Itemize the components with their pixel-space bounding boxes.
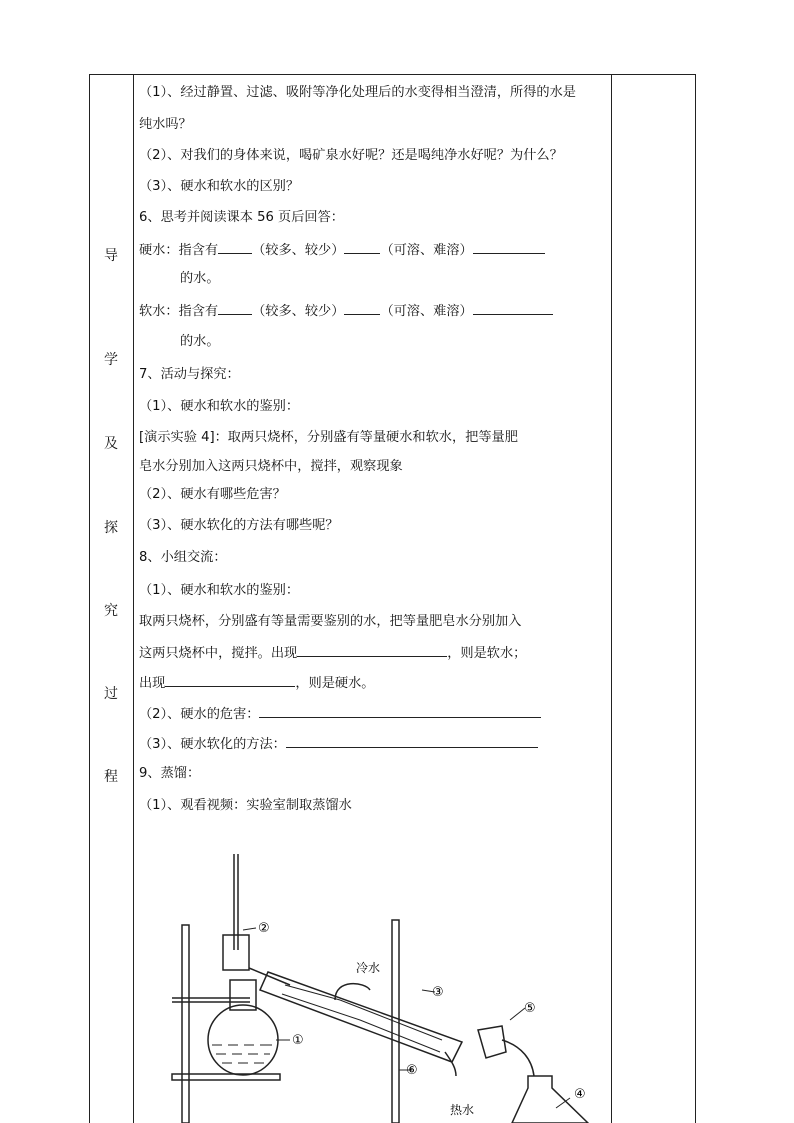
sidebar-char: 及 [104,436,118,452]
group-1-text: 取两只烧杯，分别盛有等量需要鉴别的水，把等量肥皂水分别加入 [139,614,522,629]
question-2: （2）、对我们的身体来说，喝矿泉水好呢？还是喝纯净水好呢？为什么？ [139,148,563,163]
distillation-apparatus-figure [160,850,600,1123]
activity-3: （3）、硬水软化的方法有哪些呢？ [139,518,339,533]
result-text-3: 出现 [139,676,166,691]
sidebar-char: 过 [104,686,118,702]
label-receiver: ④ [574,1087,586,1102]
soft-water-label: 软水：指含有 [139,304,219,319]
activity-1: （1）、硬水和软水的鉴别： [139,399,300,414]
label-adapter: ⑤ [524,1001,536,1016]
answer-blank[interactable] [165,674,295,687]
sidebar-char: 导 [104,248,118,264]
soft-water-choice-1: （较多、较少） [252,304,345,319]
answer-blank[interactable] [259,705,541,718]
table-left-border [89,74,90,1123]
answer-blank[interactable] [344,302,380,315]
question-1-line-2: 纯水吗？ [139,117,192,132]
answer-blank[interactable] [218,241,252,254]
result-text-1: 这两只烧杯中，搅拌。出现 [139,646,298,661]
sidebar-char: 学 [104,352,118,368]
hard-water-definition [139,241,545,260]
demo-experiment-line-1: [演示实验 4]：取两只烧杯，分别盛有等量硬水和软水，把等量肥 [139,430,518,445]
group-1: （1）、硬水和软水的鉴别： [139,583,300,598]
hard-water-suffix: 的水。 [180,271,220,286]
answer-blank[interactable] [297,644,447,657]
activity-2: （2）、硬水有哪些危害？ [139,487,286,502]
hot-water-outlet [445,1052,456,1076]
hard-water-choice-2: （可溶、难溶） [380,243,473,258]
flask-stopper [223,935,249,970]
section-9-heading: 9、蒸馏： [139,766,201,781]
demo-experiment-line-2: 皂水分别加入这两只烧杯中，搅拌，观察现象 [139,459,403,474]
result-text-2: ，则是软水； [447,646,527,661]
soft-water-choice-2: （可溶、难溶） [380,304,473,319]
table-right-border [695,74,696,1123]
adapter-tail [502,1040,534,1076]
question-3: （3）、硬水和软水的区别？ [139,179,300,194]
label-thermometer: ② [258,921,270,936]
hazard-line [139,705,541,724]
label-hot-water: 热水 [450,1103,475,1117]
soft-water-definition [139,302,553,321]
label-flask: ① [292,1033,304,1048]
table-top-border [89,74,696,75]
distillation-video: （1）、观看视频：实验室制取蒸馏水 [139,798,352,813]
sidebar-char: 探 [104,520,118,536]
result-text-4: ，则是硬水。 [295,676,375,691]
answer-blank[interactable] [286,735,538,748]
sidebar-char: 究 [104,603,118,619]
hard-water-label: 硬水：指含有 [139,243,219,258]
section-6-heading: 6、思考并阅读课本 56 页后回答： [139,210,344,225]
softening-line [139,735,538,754]
answer-blank[interactable] [218,302,252,315]
answer-blank[interactable] [473,241,545,254]
sidebar-char: 程 [104,769,118,785]
soft-water-suffix: 的水。 [180,334,220,349]
table-column-divider-2 [611,74,612,1123]
flask-liquid [212,1045,272,1063]
hard-water-result-line [139,674,375,693]
distillation-flask [208,1005,278,1075]
side-arm [249,968,290,985]
question-1-line-1: （1）、经过静置、过滤、吸附等净化处理后的水变得相当澄清，所得的水是 [139,85,576,100]
soft-water-result-line [139,644,526,663]
answer-blank[interactable] [473,302,553,315]
hazard-label: （2）、硬水的危害： [139,707,260,722]
left-stand-rod [182,925,189,1123]
hard-water-choice-1: （较多、较少） [252,243,345,258]
table-column-divider-1 [133,74,134,1123]
ring-support [172,1074,280,1080]
label-cold-water: 冷水 [356,961,381,975]
section-8-heading: 8、小组交流： [139,550,227,565]
section-7-heading: 7、活动与探究： [139,367,240,382]
label-condenser: ③ [432,985,444,1000]
answer-blank[interactable] [344,241,380,254]
label-stand: ⑥ [406,1063,418,1078]
adapter [478,1026,506,1058]
softening-label: （3）、硬水软化的方法： [139,737,286,752]
